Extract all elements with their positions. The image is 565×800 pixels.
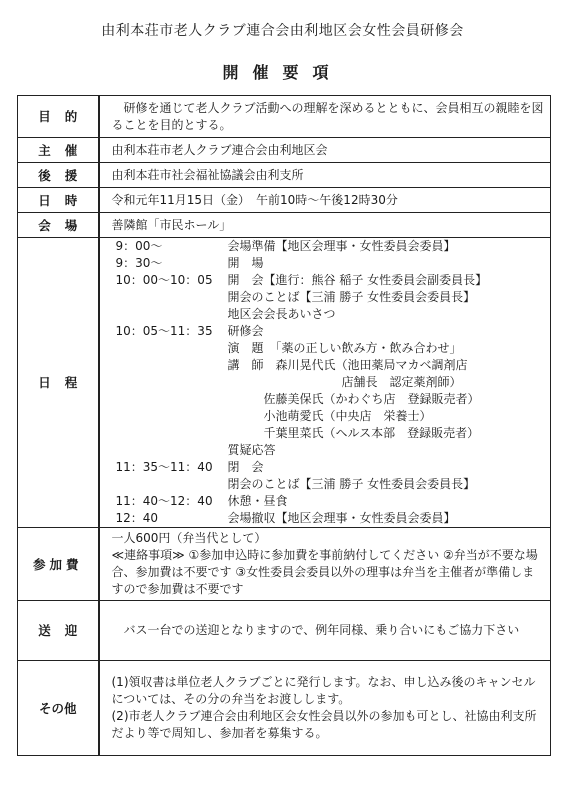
label-support: 後援 bbox=[38, 167, 92, 183]
label-fee: 参加費 bbox=[32, 556, 83, 572]
schedule-item: 12：40 会場撤収【地区会理事・女性委員会委員】 bbox=[115, 511, 456, 525]
row-datetime bbox=[18, 188, 551, 213]
row-schedule bbox=[18, 238, 551, 528]
schedule-item: 10：00～10：05 開 会【進行：熊谷 稲子 女性委員会副委員長】 bbox=[115, 273, 488, 287]
row-venue bbox=[18, 213, 551, 238]
row-transport bbox=[18, 601, 551, 661]
schedule-item: 演 題 「薬の正しい飲み方・飲み合わせ」 bbox=[227, 341, 462, 355]
label-other: その他 bbox=[38, 700, 77, 716]
schedule-item: 地区会会長あいさつ bbox=[227, 307, 336, 321]
schedule-item: 11：35～11：40 閉 会 bbox=[115, 460, 264, 474]
document-title: 由利本荘市老人クラブ連合会由利地区会女性会員研修会 bbox=[101, 23, 464, 39]
row-host bbox=[18, 138, 551, 163]
other-item-2: (2)市老人クラブ連合会由利地区会女性会員以外の参加も可とし、社協由利支所だより等で周知し、参加者を募集する。 bbox=[111, 709, 537, 740]
schedule-item: 9：30～ 開 場 bbox=[115, 256, 264, 270]
schedule-item: 質疑応答 bbox=[227, 443, 276, 457]
outline-table bbox=[17, 95, 551, 756]
schedule-item: 閉会のことば【三浦 勝子 女性委員会委員長】 bbox=[227, 477, 476, 491]
schedule-list bbox=[99, 238, 551, 528]
row-purpose bbox=[18, 96, 551, 138]
value-datetime: 令和元年11月15日（金） 午前10時～午後12時30分 bbox=[99, 188, 551, 213]
other-item-1: (1)領収書は単位老人クラブごとに発行します。なお、申し込み後のキャンセルについては、その分の弁当をお渡しします。 bbox=[111, 675, 536, 706]
label-purpose: 目的 bbox=[38, 109, 92, 124]
schedule-item: 佐藤美保氏（かわぐち店 登録販売者） bbox=[263, 392, 480, 406]
value-support: 由利本荘市社会福祉協議会由利支所 bbox=[99, 163, 551, 188]
row-support bbox=[18, 163, 551, 188]
row-fee bbox=[18, 528, 551, 601]
value-purpose: 研修を通じて老人クラブ活動への理解を深めるとともに、会員相互の親睦を図ることを目的とする。 bbox=[99, 96, 551, 138]
schedule-item: 11：40～12：40 休憩・昼食 bbox=[115, 494, 288, 508]
label-schedule: 日程 bbox=[38, 375, 92, 390]
row-other bbox=[18, 661, 551, 756]
schedule-item: 店舗長 認定薬剤師） bbox=[341, 375, 462, 389]
schedule-item: 10：05～11：35 研修会 bbox=[115, 324, 264, 338]
fee-notes: ≪連絡事項≫ ①参加申込時に参加費を事前納付してください ②弁当が不要な場合、参加費は不要です ③女性委員会委員以外の理事は弁当を主催者が準備しますので参加費は不要です bbox=[111, 548, 538, 596]
label-datetime: 日時 bbox=[38, 192, 92, 208]
label-venue: 会場 bbox=[38, 217, 92, 233]
label-host: 主催 bbox=[38, 142, 92, 158]
schedule-item: 9：00～ 会場準備【地区会理事・女性委員会委員】 bbox=[115, 239, 456, 253]
value-transport: バス一台での送迎となりますので、例年同様、乗り合いにもご協力下さい bbox=[99, 601, 551, 661]
label-transport: 送迎 bbox=[38, 623, 92, 638]
schedule-item: 講 師 森川晃代氏（池田薬局マカベ調剤店 bbox=[227, 358, 468, 372]
fee-amount: 一人600円（弁当代として） bbox=[111, 531, 267, 545]
schedule-item: 千葉里菜氏（ヘルス本部 登録販売者） bbox=[263, 426, 480, 440]
schedule-item: 開会のことば【三浦 勝子 女性委員会委員長】 bbox=[227, 290, 476, 304]
value-host: 由利本荘市老人クラブ連合会由利地区会 bbox=[99, 138, 551, 163]
schedule-item: 小池萌愛氏（中央店 栄養士） bbox=[263, 409, 432, 423]
page-heading: 開催要項 bbox=[222, 63, 343, 82]
value-venue: 善隣館「市民ホール」 bbox=[99, 213, 551, 238]
